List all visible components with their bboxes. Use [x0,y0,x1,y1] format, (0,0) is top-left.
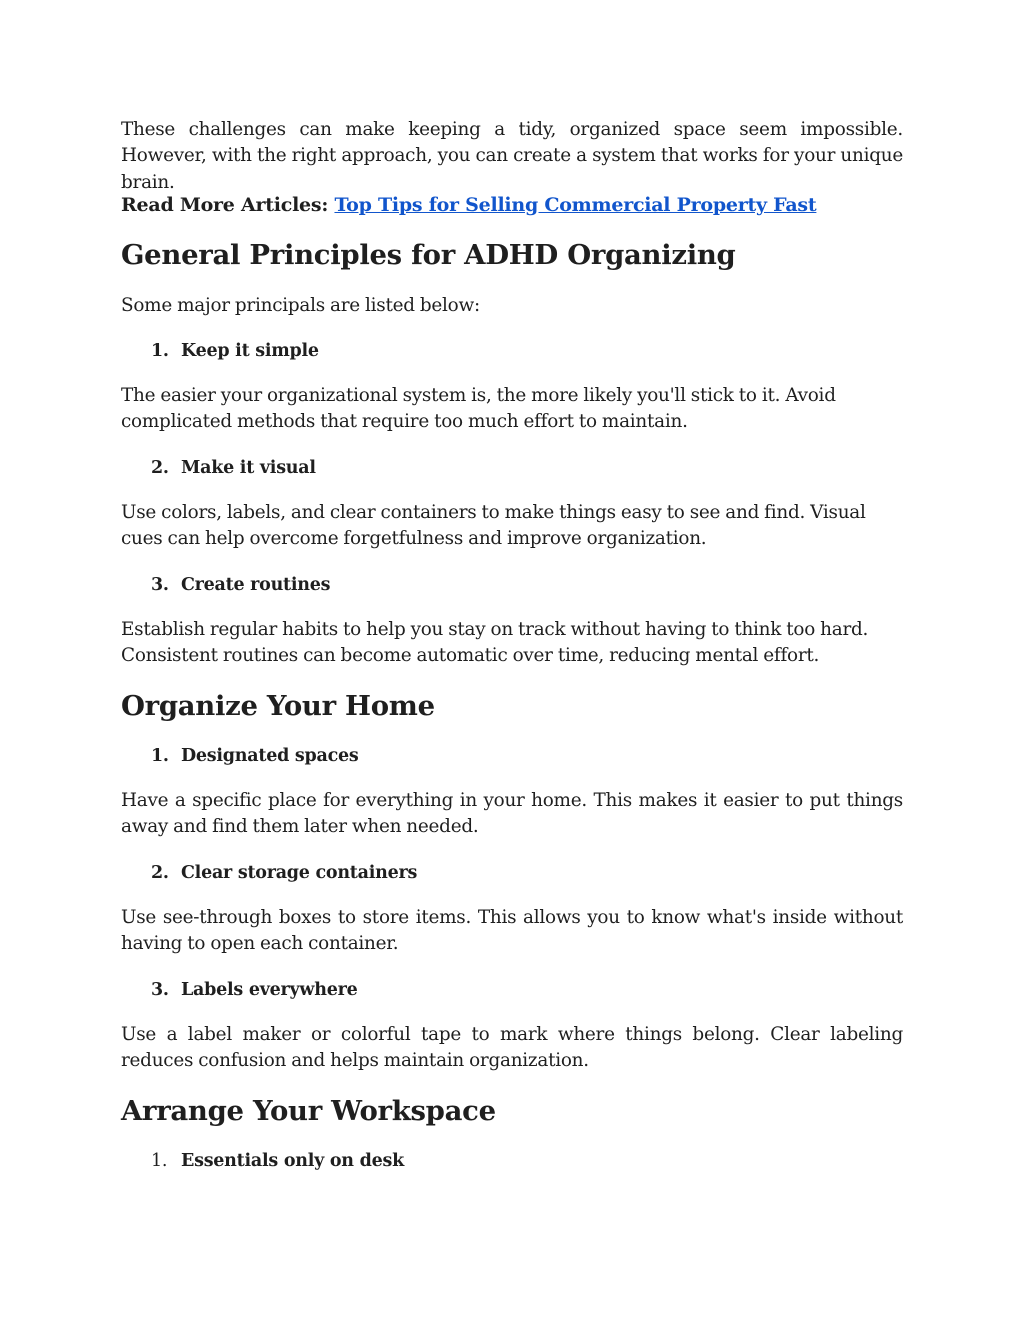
list-item-text: Use see-through boxes to store items. This allows you to know what's inside without having to open each container. [121,907,903,955]
section-heading-arrange-workspace: Arrange Your Workspace [121,1095,496,1127]
list-number: 3. [151,980,169,1000]
list-item-create-routines [121,573,903,597]
section-lead: Some major principals are listed below: [121,295,480,316]
list-item-text: Establish regular habits to help you stay on track without having to think too hard. Consistent routines can become automatic over time, reducing mental effort. [121,619,869,667]
list-item-make-it-visual [121,456,903,480]
list-item-text: Use a label maker or colorful tape to mark where things belong. Clear labeling reduces confusion and helps maintain organization. [121,1024,903,1072]
list-item-text: Have a specific place for everything in your home. This makes it easier to put things away and find them later when needed. [121,790,903,838]
list-item-title: Labels everywhere [181,980,358,1000]
intro-paragraph: These challenges can make keeping a tidy, organized space seem impossible. However, with the right approach, you can create a system that works for your unique brain. [121,119,903,193]
list-item-text: The easier your organizational system is, the more likely you'll stick to it. Avoid complicated methods that require too much effort to maintain. [121,385,836,433]
list-item-essentials-only [121,1149,903,1173]
list-item-text: Use colors, labels, and clear containers to make things easy to see and find. Visual cues can help overcome forgetfulness and improve organization. [121,502,866,550]
read-more [121,192,903,218]
list-item-clear-storage [121,861,903,885]
list-item-title: Essentials only on desk [181,1151,404,1171]
read-more-link[interactable]: Top Tips for Selling Commercial Property Fast [334,194,817,216]
list-item-designated-spaces [121,744,903,768]
list-number: 1. [151,746,169,766]
list-number: 1. [151,1151,168,1171]
read-more-label: Read More Articles: [121,194,329,216]
list-number: 2. [151,458,169,478]
list-item-keep-it-simple [121,339,903,363]
list-item-title: Clear storage containers [181,863,418,883]
list-item-title: Create routines [181,575,331,595]
section-heading-general-principles: General Principles for ADHD Organizing [121,239,736,271]
list-number: 3. [151,575,169,595]
section-heading-organize-home: Organize Your Home [121,690,435,722]
list-item-labels-everywhere [121,978,903,1002]
list-item-title: Keep it simple [181,341,319,361]
list-number: 1. [151,341,169,361]
list-item-title: Make it visual [181,458,316,478]
list-number: 2. [151,863,169,883]
list-item-title: Designated spaces [181,746,359,766]
